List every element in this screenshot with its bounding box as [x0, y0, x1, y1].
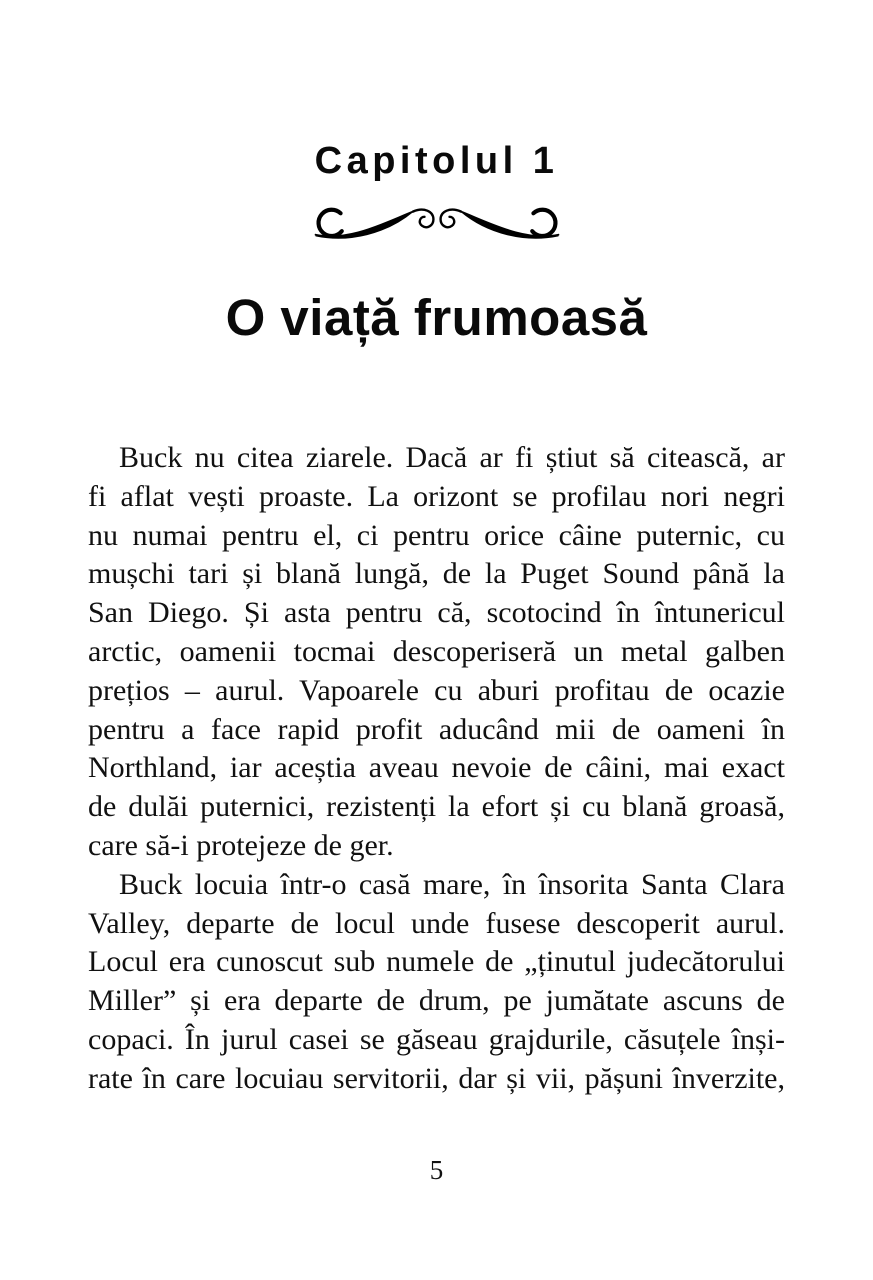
paragraph	[88, 866, 785, 1099]
ornament-container	[0, 199, 873, 249]
body-line: Locul era cunoscut sub numele de „ținutul judecătorului	[88, 945, 785, 979]
chapter-label: Capitolul 1	[314, 140, 559, 182]
body-line: care să-i protejeze de ger.	[88, 828, 394, 862]
page-number: 5	[429, 1154, 444, 1185]
body-line: fi aflat vești proaste. La orizont se profilau nori negri	[88, 479, 785, 513]
body-line: prețios – aurul. Vapoarele cu aburi profitau de ocazie	[88, 673, 785, 707]
chapter-title: O viață frumoasă	[225, 289, 648, 346]
flourish-ornament-icon	[305, 199, 569, 249]
body-line: Miller” și era departe de drum, pe jumătate ascuns de	[88, 984, 785, 1018]
body-line: nu numai pentru el, ci pentru orice câine puternic, cu	[88, 518, 785, 552]
body-line: copaci. În jurul casei se găseau grajdurile, căsuțele înși-	[88, 1022, 785, 1056]
body-line: de dulăi puternici, rezistenți la efort și cu blană groasă,	[88, 790, 785, 824]
body-line: pentru a face rapid profit aducând mii de oameni în	[88, 712, 785, 746]
body-line: Northland, iar aceștia aveau nevoie de câini, mai exact	[88, 751, 785, 785]
body-line: rate în care locuiau servitorii, dar și vii, pășuni înverzite,	[88, 1061, 785, 1095]
body-line: arctic, oamenii tocmai descoperiseră un metal galben	[88, 634, 785, 668]
body-line: San Diego. Și asta pentru că, scotocind în întunericul	[88, 596, 785, 630]
body-line: Buck locuia într-o casă mare, în însorita Santa Clara	[119, 867, 785, 901]
body-line: Buck nu citea ziarele. Dacă ar fi știut să citească, ar	[119, 441, 785, 474]
body-text	[88, 439, 785, 1099]
body-line: mușchi tari și blană lungă, de la Puget Sound până la	[88, 557, 785, 591]
body-line: Valley, departe de locul unde fusese descoperit aurul.	[88, 906, 785, 940]
paragraph	[88, 439, 785, 866]
